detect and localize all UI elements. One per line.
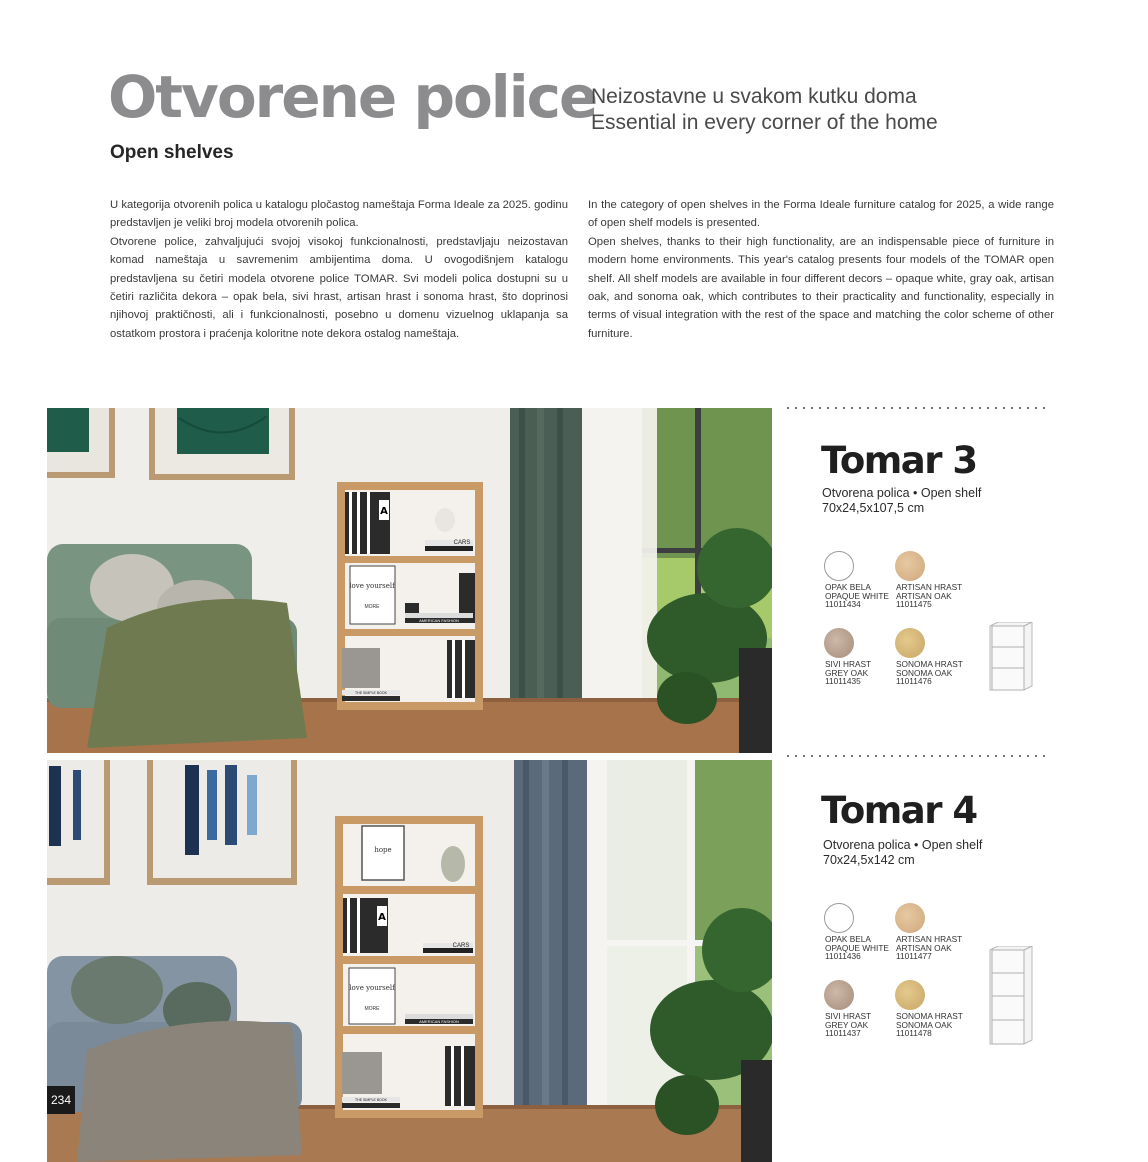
finish-name-en: OPAQUE WHITE <box>825 590 889 601</box>
frame-text: hope <box>374 846 392 854</box>
book-cars-2: CARS <box>452 943 470 949</box>
finish-code: 11011435 <box>825 676 861 687</box>
finish-code: 11011478 <box>896 1028 932 1039</box>
page-number: 234 <box>47 1086 75 1114</box>
tagline <box>591 84 938 136</box>
finish-label <box>896 1012 963 1038</box>
print-more: MORE <box>364 604 380 610</box>
book-simple-2: THE SIMPLE BOOK <box>355 1098 387 1102</box>
finish-name-en: OPAQUE WHITE <box>825 942 889 953</box>
finish-name-sr: OPAK BELA <box>825 934 871 944</box>
tomar-3-room-photo <box>47 408 772 753</box>
swatch-grey-oak[interactable] <box>824 980 854 1010</box>
tagline-sr: Neizostavne u svakom kutku doma <box>591 85 917 108</box>
book-letter-2: A <box>378 912 386 923</box>
finish-label <box>825 660 871 686</box>
finish-name-en: GREY OAK <box>825 667 869 678</box>
shelf-thumbnail-3-tier <box>988 622 1034 692</box>
finish-label <box>825 583 889 609</box>
finish-name-en: SONOMA OAK <box>896 667 953 678</box>
finish-label <box>896 935 962 961</box>
print-more-2: MORE <box>364 1006 380 1012</box>
tagline-en: Essential in every corner of the home <box>591 111 938 134</box>
tomar-4-room-photo <box>47 760 772 1162</box>
product-description <box>823 838 982 868</box>
finish-code: 11011434 <box>825 599 861 610</box>
product-type: Otvorena polica • Open shelf <box>822 486 982 500</box>
page-subtitle: Open shelves <box>110 142 234 163</box>
product-dimensions: 70x24,5x107,5 cm <box>822 501 925 515</box>
finish-name-en: SONOMA OAK <box>896 1019 953 1030</box>
product-name: Tomar 3 <box>821 439 977 482</box>
swatch-artisan-oak[interactable] <box>895 551 925 581</box>
swatch-artisan-oak[interactable] <box>895 903 925 933</box>
divider-dotted <box>784 755 1050 757</box>
intro-en-paragraph-1: In the category of open shelves in the Forma Ideale furniture catalog for 2025, a wide range of open shelf models is presented. <box>588 199 1054 230</box>
product-type: Otvorena polica • Open shelf <box>823 838 983 852</box>
finish-name-sr: SONOMA HRAST <box>896 1011 963 1021</box>
book-letter: A <box>380 506 388 517</box>
print-text: love yourself <box>349 582 395 590</box>
finish-name-sr: ARTISAN HRAST <box>896 582 963 592</box>
divider-dotted <box>784 407 1050 409</box>
intro-sr-paragraph-2: Otvorene police, zahvaljujući svojoj visokoj funkcionalnosti, predstavljaju neizostavan komad nameštaja u savremenim ambijentima doma. U ovogodišnjem katalogu predstavljena su četiri modela otvorene police TOMAR. Svi modeli polica dostupni su u četiri različita dekora – opak bela, sivi hrast, artisan hrast i sonoma hrast, što doprinosi njihovoj praktičnosti, ali i funkcionalnosti, posebno u domenu vizuelnog uklapanja sa ostatkom prostora i praćenja koloritne note dekora ostalog nameštaja. <box>110 235 568 340</box>
finish-label <box>896 660 963 686</box>
product-dimensions: 70x24,5x142 cm <box>823 853 915 867</box>
finish-name-sr: SIVI HRAST <box>825 1011 872 1021</box>
book-cars: CARS <box>453 540 471 546</box>
product-description <box>822 486 981 516</box>
finish-code: 11011437 <box>825 1028 861 1039</box>
finish-label <box>825 935 889 961</box>
swatch-grey-oak[interactable] <box>824 628 854 658</box>
book-fashion: AMERICAN FASHION <box>419 618 459 623</box>
finish-code: 11011475 <box>896 599 932 610</box>
finish-name-sr: SIVI HRAST <box>825 659 872 669</box>
finish-name-sr: OPAK BELA <box>825 582 871 592</box>
book-fashion-2: AMERICAN FASHION <box>419 1019 459 1024</box>
book-simple: THE SIMPLE BOOK <box>355 691 387 695</box>
finish-label <box>896 583 962 609</box>
swatch-opaque-white[interactable] <box>824 903 854 933</box>
shelf-thumbnail-4-tier <box>988 946 1034 1046</box>
finish-name-en: ARTISAN OAK <box>896 942 952 953</box>
swatch-sonoma-oak[interactable] <box>895 980 925 1010</box>
finish-label <box>825 1012 871 1038</box>
finish-name-sr: ARTISAN HRAST <box>896 934 963 944</box>
finish-code: 11011436 <box>825 951 861 962</box>
print-text-2: love yourself <box>349 984 395 992</box>
finish-code: 11011477 <box>896 951 932 962</box>
intro-text-serbian <box>110 196 568 343</box>
product-name: Tomar 4 <box>821 789 977 832</box>
finish-code: 11011476 <box>896 676 932 687</box>
swatch-sonoma-oak[interactable] <box>895 628 925 658</box>
intro-sr-paragraph-1: U kategorija otvorenih polica u katalogu pločastog nameštaja Forma Ideale za 2025. godinu predstavljen je veliki broj modela otvorenih polica. <box>110 199 568 230</box>
finish-name-en: GREY OAK <box>825 1019 869 1030</box>
finish-name-sr: SONOMA HRAST <box>896 659 963 669</box>
intro-text-english <box>588 196 1054 343</box>
intro-en-paragraph-2: Open shelves, thanks to their high functionality, are an indispensable piece of furniture in modern home environments. This year's catalog presents four models of the TOMAR open shelf. All shelf models are available in four different decors – opaque white, gray oak, artisan oak, and sonoma oak, which contributes to their practicality and functionality, especially in terms of visual integration with the rest of the space and matching the color scheme of other furniture. <box>588 235 1054 340</box>
finish-name-en: ARTISAN OAK <box>896 590 952 601</box>
page-title: Otvorene police <box>108 63 597 131</box>
swatch-opaque-white[interactable] <box>824 551 854 581</box>
